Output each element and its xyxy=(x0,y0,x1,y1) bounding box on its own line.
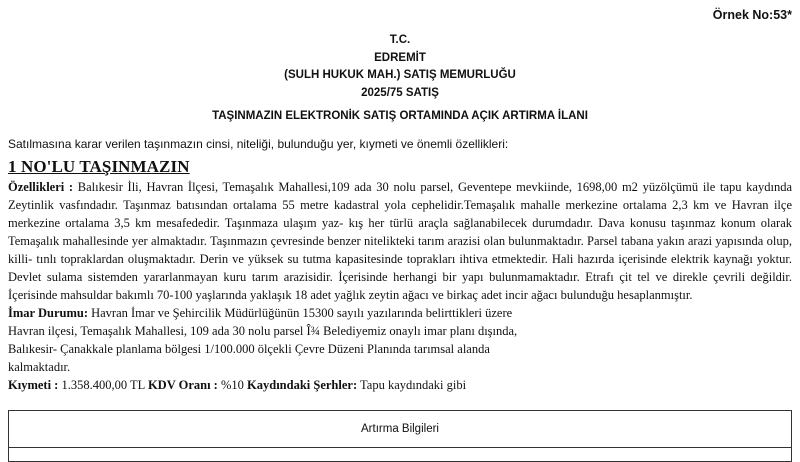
notice-title: TAŞINMAZIN ELEKTRONİK SATIŞ ORTAMINDA AÇIK ARTIRMA İLANI xyxy=(212,110,588,122)
zoning-section xyxy=(8,304,792,376)
property-title: 1 NO'LU TAŞINMAZIN xyxy=(8,157,190,176)
zoning-line-4: kalmaktadır. xyxy=(8,360,71,374)
auction-info-header: Artırma Bilgileri xyxy=(9,411,791,448)
vat-rate: %10 xyxy=(220,378,244,392)
encumbrance-label: Kaydındaki Şerhler: xyxy=(247,378,358,392)
example-number: Örnek No:53* xyxy=(712,8,792,22)
header-line-case: 2025/75 SATIŞ xyxy=(361,86,439,99)
vat-label: KDV Oranı : xyxy=(147,378,218,392)
header-line-office: (SULH HUKUK MAH.) SATIŞ MEMURLUĞU xyxy=(284,69,516,81)
auction-info-table xyxy=(8,410,792,462)
encumbrance-text: Tapu kaydındaki gibi xyxy=(360,378,467,392)
value-line xyxy=(8,376,792,394)
header-line-city: EDREMİT xyxy=(374,51,426,64)
intro-text: Satılmasına karar verilen taşınmazın cinsi, niteliği, bulunduğu yer, kıymeti ve önemli özellikleri: xyxy=(8,137,509,151)
features-label: Özellikleri : xyxy=(8,180,74,194)
zoning-label: İmar Durumu: xyxy=(8,306,88,320)
zoning-line-1: Havran İmar ve Şehircilik Müdürlüğünün 15300 sayılı yazılarında belirttikleri üzere xyxy=(91,306,513,320)
zoning-line-3: Balıkesir- Çanakkale planlama bölgesi 1/100.000 ölçekli Çevre Düzeni Planında tarımsal alanda xyxy=(8,342,490,356)
office-header xyxy=(0,32,800,102)
value-label: Kıymeti : xyxy=(8,378,59,392)
zoning-line-2: Havran ilçesi, Temaşalık Mahallesi, 109 ada 30 nolu parsel Î¾ Belediyemiz onaylı imar planı dışında, xyxy=(8,324,518,338)
header-line-tc: T.C. xyxy=(389,34,411,46)
features-text: Balıkesir İli, Havran İlçesi, Temaşalık Mahallesi,109 ada 30 nolu parsel, Geventepe mevkiinde, 1698,00 m2 yüzölçümü ile tapu kaydında Zeytinlik vasfındadır. Taşınmaz batısından ortalama 55 metre kadastral yola cephelidir.Temaşalık mahalle merkezine ortalama 2,3 km ve Havran ilçe merkezine ortalama 3,5 km mesafededir. Taşınmaza ulaşım yaz- kış her türlü araçla sağlanabilecek durumdadır. Dava konusu taşınmaz konum olarak Temaşalık mahallesinde yer almaktadır. Taşınmazın çevresinde benzer nitelikteki tarım arazisi olan bulunmaktadır. Parsel tabana yakın arazi yapısında olup, killi- tınlı topraklardan oluşmaktadır. Derin ve yüksek su tutma kapasitesinde toprakları ihtiva etmektedir. Hali hazırda içerisinde elektrik kaynağı yoktur. Devlet sulama sistemden yararlanmayan kuru tarım arazisidir. İçerisinde herhangi bir yapı bulunmamaktadır. Etrafı çit tel ve direkle çevrili değildir. İçerisinde mahsuldar bakımlı 70-100 yaşlarında yaklaşık 18 adet yağlık zeytin ağacı ve birkaç adet incir ağacı bulunduğu hesaplanmıştır. xyxy=(8,180,792,302)
property-details xyxy=(8,178,792,394)
value-amount: 1.358.400,00 TL xyxy=(61,378,145,392)
features-paragraph xyxy=(8,178,792,304)
